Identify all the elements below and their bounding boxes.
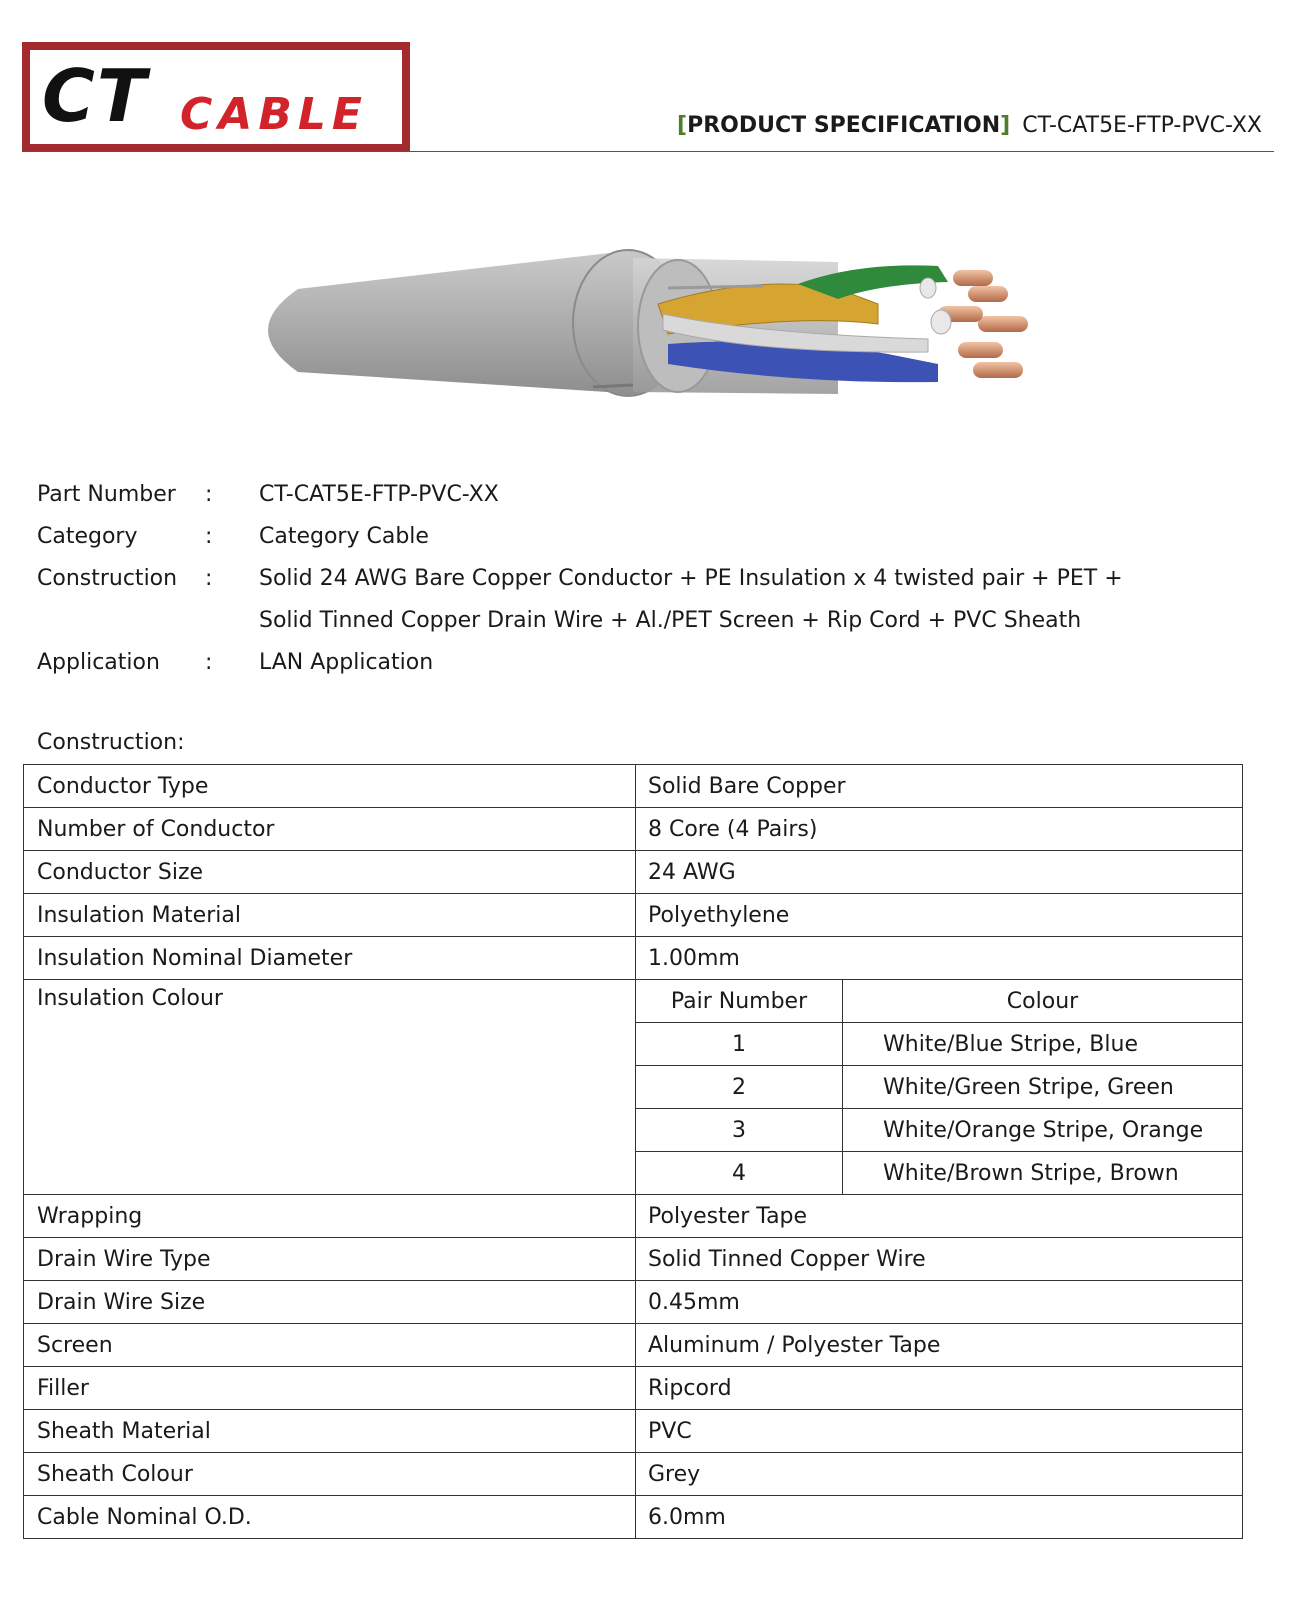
info-value-line: Solid 24 AWG Bare Copper Conductor + PE Insulation x 4 twisted pair + PET + [259,566,1123,591]
table-row-insulation-colour [24,980,1243,1195]
company-logo [22,42,410,152]
spec-value: Polyester Tape [636,1195,1243,1238]
spec-value: Solid Tinned Copper Wire [636,1238,1243,1281]
document-header [677,112,1262,140]
spec-key: Wrapping [24,1195,636,1238]
spec-value: 8 Core (4 Pairs) [636,808,1243,851]
product-info [37,474,1179,684]
spec-key: Sheath Colour [24,1453,636,1496]
logo-cable-text: CABLE [180,89,368,140]
info-row-construction [37,558,1179,642]
info-value: CT-CAT5E-FTP-PVC-XX [259,482,499,507]
info-value [259,558,1179,642]
logo-ct-text: CT [42,54,148,138]
table-row [24,1453,1243,1496]
info-value-line: Solid Tinned Copper Drain Wire + Al./PET Screen + Rip Cord + PVC Sheath [259,608,1082,633]
spec-value: Ripcord [636,1367,1243,1410]
spec-value: Aluminum / Polyester Tape [636,1324,1243,1367]
table-row [24,1367,1243,1410]
info-row-category [37,516,1179,558]
pair-colour: White/Blue Stripe, Blue [843,1023,1243,1066]
spec-value: 0.45mm [636,1281,1243,1324]
info-row-application [37,642,1179,684]
info-key: Construction [37,566,178,591]
spec-key: Number of Conductor [24,808,636,851]
info-row-part-number [37,474,1179,516]
spec-value: 24 AWG [636,851,1243,894]
spec-table [23,764,1243,1539]
subtable-row [636,1109,1242,1152]
info-colon: : [205,566,213,591]
info-key: Part Number [37,482,176,507]
colour-subtable [636,980,1242,1194]
spec-key: Filler [24,1367,636,1410]
subtable-row [636,1023,1242,1066]
spec-value: 1.00mm [636,937,1243,980]
spec-key: Insulation Material [24,894,636,937]
pair-colour: White/Orange Stripe, Orange [843,1109,1243,1152]
table-row [24,894,1243,937]
spec-key: Cable Nominal O.D. [24,1496,636,1539]
header-bracket-open: [ [677,113,688,138]
table-row [24,851,1243,894]
cable-drawing [238,244,1048,414]
table-row [24,1195,1243,1238]
subtable-header-row [636,980,1242,1023]
pair-number-header: Pair Number [636,980,843,1023]
subtable-row [636,1066,1242,1109]
pair-number: 2 [636,1066,843,1109]
spec-key: Drain Wire Size [24,1281,636,1324]
table-row [24,1324,1243,1367]
table-row [24,1410,1243,1453]
info-value: LAN Application [259,650,434,675]
info-colon: : [205,524,213,549]
pair-colour: White/Brown Stripe, Brown [883,1160,1179,1186]
pair-colour: White/Green Stripe, Green [843,1066,1243,1109]
subtable-row [636,1152,1242,1195]
spec-key: Insulation Nominal Diameter [24,937,636,980]
table-row [24,1281,1243,1324]
info-value: Category Cable [259,524,429,549]
table-row [24,1238,1243,1281]
spec-value: Grey [636,1453,1243,1496]
section-label: Construction: [37,730,185,755]
info-key: Application [37,650,160,675]
spec-value: Solid Bare Copper [636,765,1243,808]
spec-value: PVC [636,1410,1243,1453]
header-label: PRODUCT SPECIFICATION [687,113,1001,138]
colour-subtable-cell [636,980,1243,1195]
info-key: Category [37,524,138,549]
pair-number: 4 [636,1152,843,1195]
table-row [24,937,1243,980]
table-row [24,1496,1243,1539]
spec-value: 6.0mm [636,1496,1243,1539]
header-part-number: CT-CAT5E-FTP-PVC-XX [1022,113,1262,138]
pair-number: 1 [636,1023,843,1066]
spec-key: Screen [24,1324,636,1367]
spec-value: Polyethylene [636,894,1243,937]
header-bracket-close: ] [1000,113,1011,138]
spec-key: Drain Wire Type [24,1238,636,1281]
info-colon: : [205,650,213,675]
table-row [24,765,1243,808]
spec-key: Insulation Colour [24,980,636,1195]
pair-number: 3 [636,1109,843,1152]
cable-illustration [238,244,1048,414]
table-row [24,808,1243,851]
spec-key: Conductor Size [24,851,636,894]
colour-header: Colour [843,980,1243,1023]
header-divider [22,151,1274,152]
spec-key: Conductor Type [24,765,636,808]
spec-key: Sheath Material [24,1410,636,1453]
info-colon: : [205,482,213,507]
